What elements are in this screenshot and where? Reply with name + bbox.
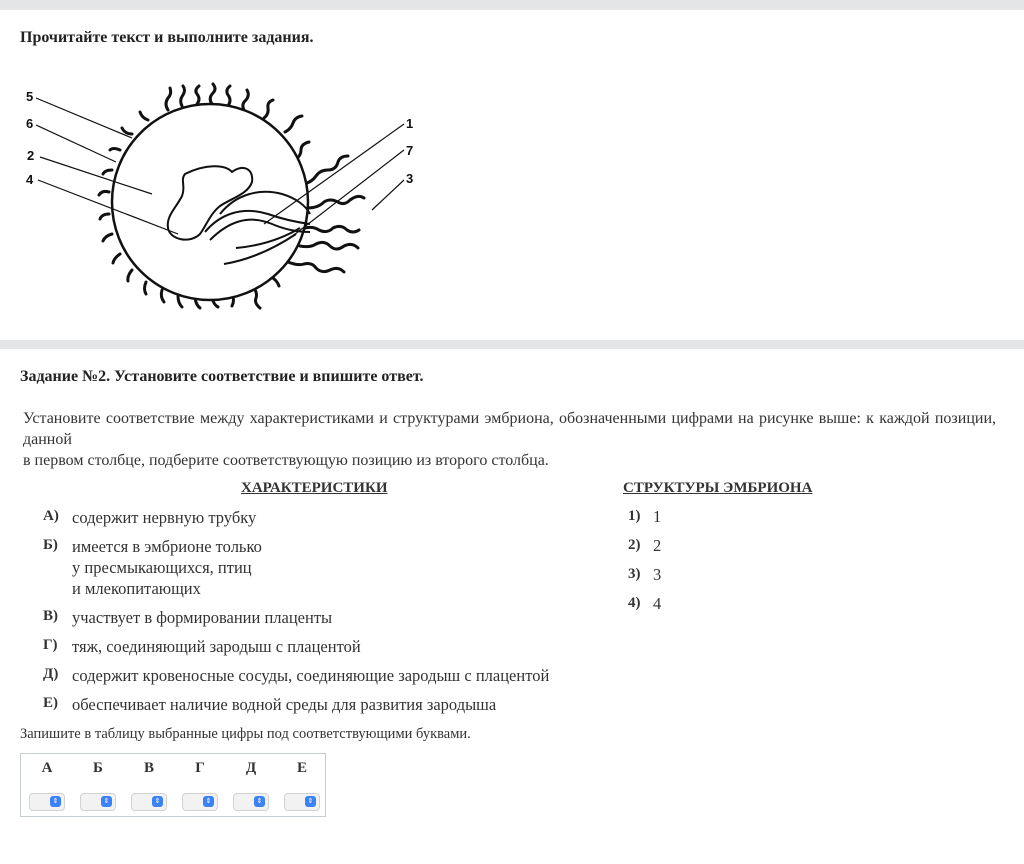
answer-select-b[interactable]	[80, 793, 116, 811]
label-1: 1	[406, 116, 414, 131]
select-updown-icon: ⇕	[203, 796, 214, 807]
answer-col-b: Б	[93, 760, 103, 776]
answer-col-a: А	[41, 760, 53, 776]
char-line: содержит кровеносные сосуды, соединяющие зародыш с плацентой	[72, 666, 550, 685]
answer-select-g[interactable]	[182, 793, 218, 811]
answer-select-a[interactable]	[29, 793, 65, 811]
answer-select-d[interactable]	[233, 793, 269, 811]
label-5: 5	[26, 89, 34, 104]
struct-num-1: 1)	[628, 508, 641, 524]
top-bar	[0, 0, 1024, 10]
label-6: 6	[26, 116, 34, 131]
answer-select-v[interactable]	[131, 793, 167, 811]
select-updown-icon: ⇕	[152, 796, 163, 807]
struct-text-4: 4	[653, 594, 662, 613]
structures-header: СТРУКТУРЫ ЭМБРИОНА	[623, 480, 813, 496]
characteristics-header: ХАРАКТЕРИСТИКИ	[241, 480, 388, 496]
char-letter-e: Е)	[43, 695, 58, 711]
char-line: содержит нервную трубку	[72, 508, 257, 527]
char-letter-d: Д)	[43, 666, 59, 682]
task-text-line: в первом столбце, подберите соответствующую позицию из второго столбца.	[23, 452, 549, 469]
label-2: 2	[27, 148, 35, 163]
answer-select-row	[21, 790, 325, 814]
label-7: 7	[406, 143, 414, 158]
char-text-e	[72, 694, 496, 715]
char-text-a	[72, 507, 256, 528]
select-updown-icon: ⇕	[254, 796, 265, 807]
char-text-g	[72, 636, 361, 657]
select-updown-icon: ⇕	[305, 796, 316, 807]
char-line: имеется в эмбрионе только	[72, 537, 262, 556]
label-4: 4	[26, 172, 34, 187]
char-letter-v: В)	[43, 608, 58, 624]
answer-col-e: Е	[296, 760, 307, 776]
struct-num-3: 3)	[628, 566, 641, 582]
struct-text-3: 3	[653, 565, 662, 584]
struct-num-2: 2)	[628, 537, 641, 553]
char-letter-b: Б)	[43, 537, 58, 553]
answer-col-d: Д	[245, 760, 257, 776]
char-letter-g: Г)	[43, 637, 58, 653]
char-text-v	[72, 607, 332, 628]
select-updown-icon: ⇕	[101, 796, 112, 807]
answer-header-row	[21, 760, 325, 780]
task-heading: Задание №2. Установите соответствие и впишите ответ.	[20, 368, 424, 385]
label-3: 3	[406, 171, 414, 186]
embryo-figure	[20, 82, 420, 328]
char-text-b	[72, 536, 262, 599]
answer-select-e[interactable]	[284, 793, 320, 811]
struct-text-1: 1	[653, 507, 662, 526]
embryo-diagram	[20, 82, 420, 328]
char-text-d	[72, 665, 549, 686]
struct-text-2: 2	[653, 536, 662, 555]
char-line: обеспечивает наличие водной среды для развития зародыша	[72, 695, 497, 714]
task-text-line: Установите соответствие между характеристиками и структурами эмбриона, обозначенными цифрами на рисунке выше: к каждой позиции, данной	[23, 410, 996, 448]
answer-table	[20, 753, 326, 817]
task-instructions	[23, 408, 996, 471]
char-line: участвует в формировании плаценты	[72, 608, 333, 627]
select-updown-icon: ⇕	[50, 796, 61, 807]
section-divider	[0, 340, 1024, 349]
char-line: у пресмыкающихся, птиц	[72, 558, 252, 577]
char-line: тяж, соединяющий зародыш с плацентой	[72, 637, 361, 656]
struct-num-4: 4)	[628, 595, 641, 611]
answer-col-g: Г	[195, 760, 205, 776]
char-line: и млекопитающих	[72, 579, 201, 598]
intro-heading: Прочитайте текст и выполните задания.	[20, 29, 314, 46]
answer-col-v: В	[143, 760, 154, 776]
answer-note: Запишите в таблицу выбранные цифры под соответствующими буквами.	[20, 726, 471, 742]
char-letter-a: А)	[43, 508, 59, 524]
